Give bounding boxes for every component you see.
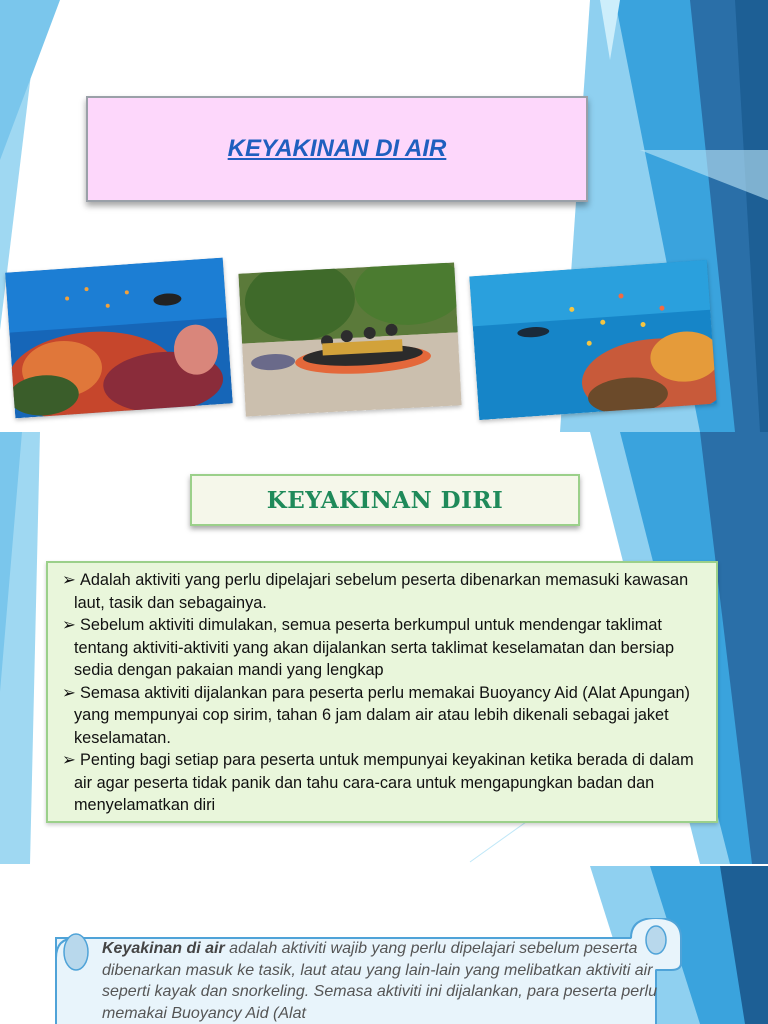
list-item: ➢ Sebelum aktiviti dimulakan, semua peserta berkumpul untuk mendengar taklimat tentang aktiviti-aktiviti yang akan dijalankan serta taklimat keselamatan dan bersiap sedia dengan pakaian mandi yang lengkap <box>62 616 675 679</box>
arrow-bullet-icon: ➢ <box>62 683 76 702</box>
subtitle-box <box>190 474 580 526</box>
scroll-lead: Keyakinan di air <box>102 940 225 957</box>
slide-2 <box>0 432 768 864</box>
slide-3 <box>0 866 768 1024</box>
slide-1 <box>0 0 768 432</box>
slide-subtitle: KEYAKINAN DIRI <box>266 486 504 514</box>
arrow-bullet-icon: ➢ <box>62 751 76 769</box>
list-item: ➢ Penting bagi setiap para peserta untuk mempunyai keyakinan ketika berada di dalam air agar peserta tidak panik dan tahu cara-cara untuk mengapungkan badan dan menyelamatkan diri <box>62 751 694 814</box>
tropical-fish-reef-photo <box>469 260 716 420</box>
slide-title: KEYAKINAN DI AIR <box>227 135 447 162</box>
scroll-body: adalah aktiviti wajib yang perlu dipelajari sebelum peserta dibenarkan masuk ke tasik, laut atau yang lain-lain yang melibatkan aktiviti air seperti kayak dan snorkeling. Semasa aktiviti ini dijalankan, para peserta perlu memakai Buoyancy Aid (Alat <box>102 940 657 1022</box>
white-water-rafting-photo <box>238 262 461 416</box>
list-item: ➢ Adalah aktiviti yang perlu dipelajari sebelum peserta dibenarkan memasuki kawasan laut, tasik dan sebagainya. <box>62 571 689 612</box>
coral-reef-diver-photo <box>5 258 233 419</box>
bullet-list <box>46 561 718 823</box>
arrow-bullet-icon: ➢ <box>62 616 76 634</box>
title-box <box>86 96 588 202</box>
scroll-paragraph <box>102 938 672 1024</box>
arrow-bullet-icon: ➢ <box>62 571 76 589</box>
list-item: ➢ Semasa aktiviti dijalankan para peserta perlu memakai Buoyancy Aid (Alat Apungan) yang mempunyai cop sirim, tahan 6 jam dalam air atau lebih dikenali sebagai jaket keselamatan. <box>62 683 690 747</box>
